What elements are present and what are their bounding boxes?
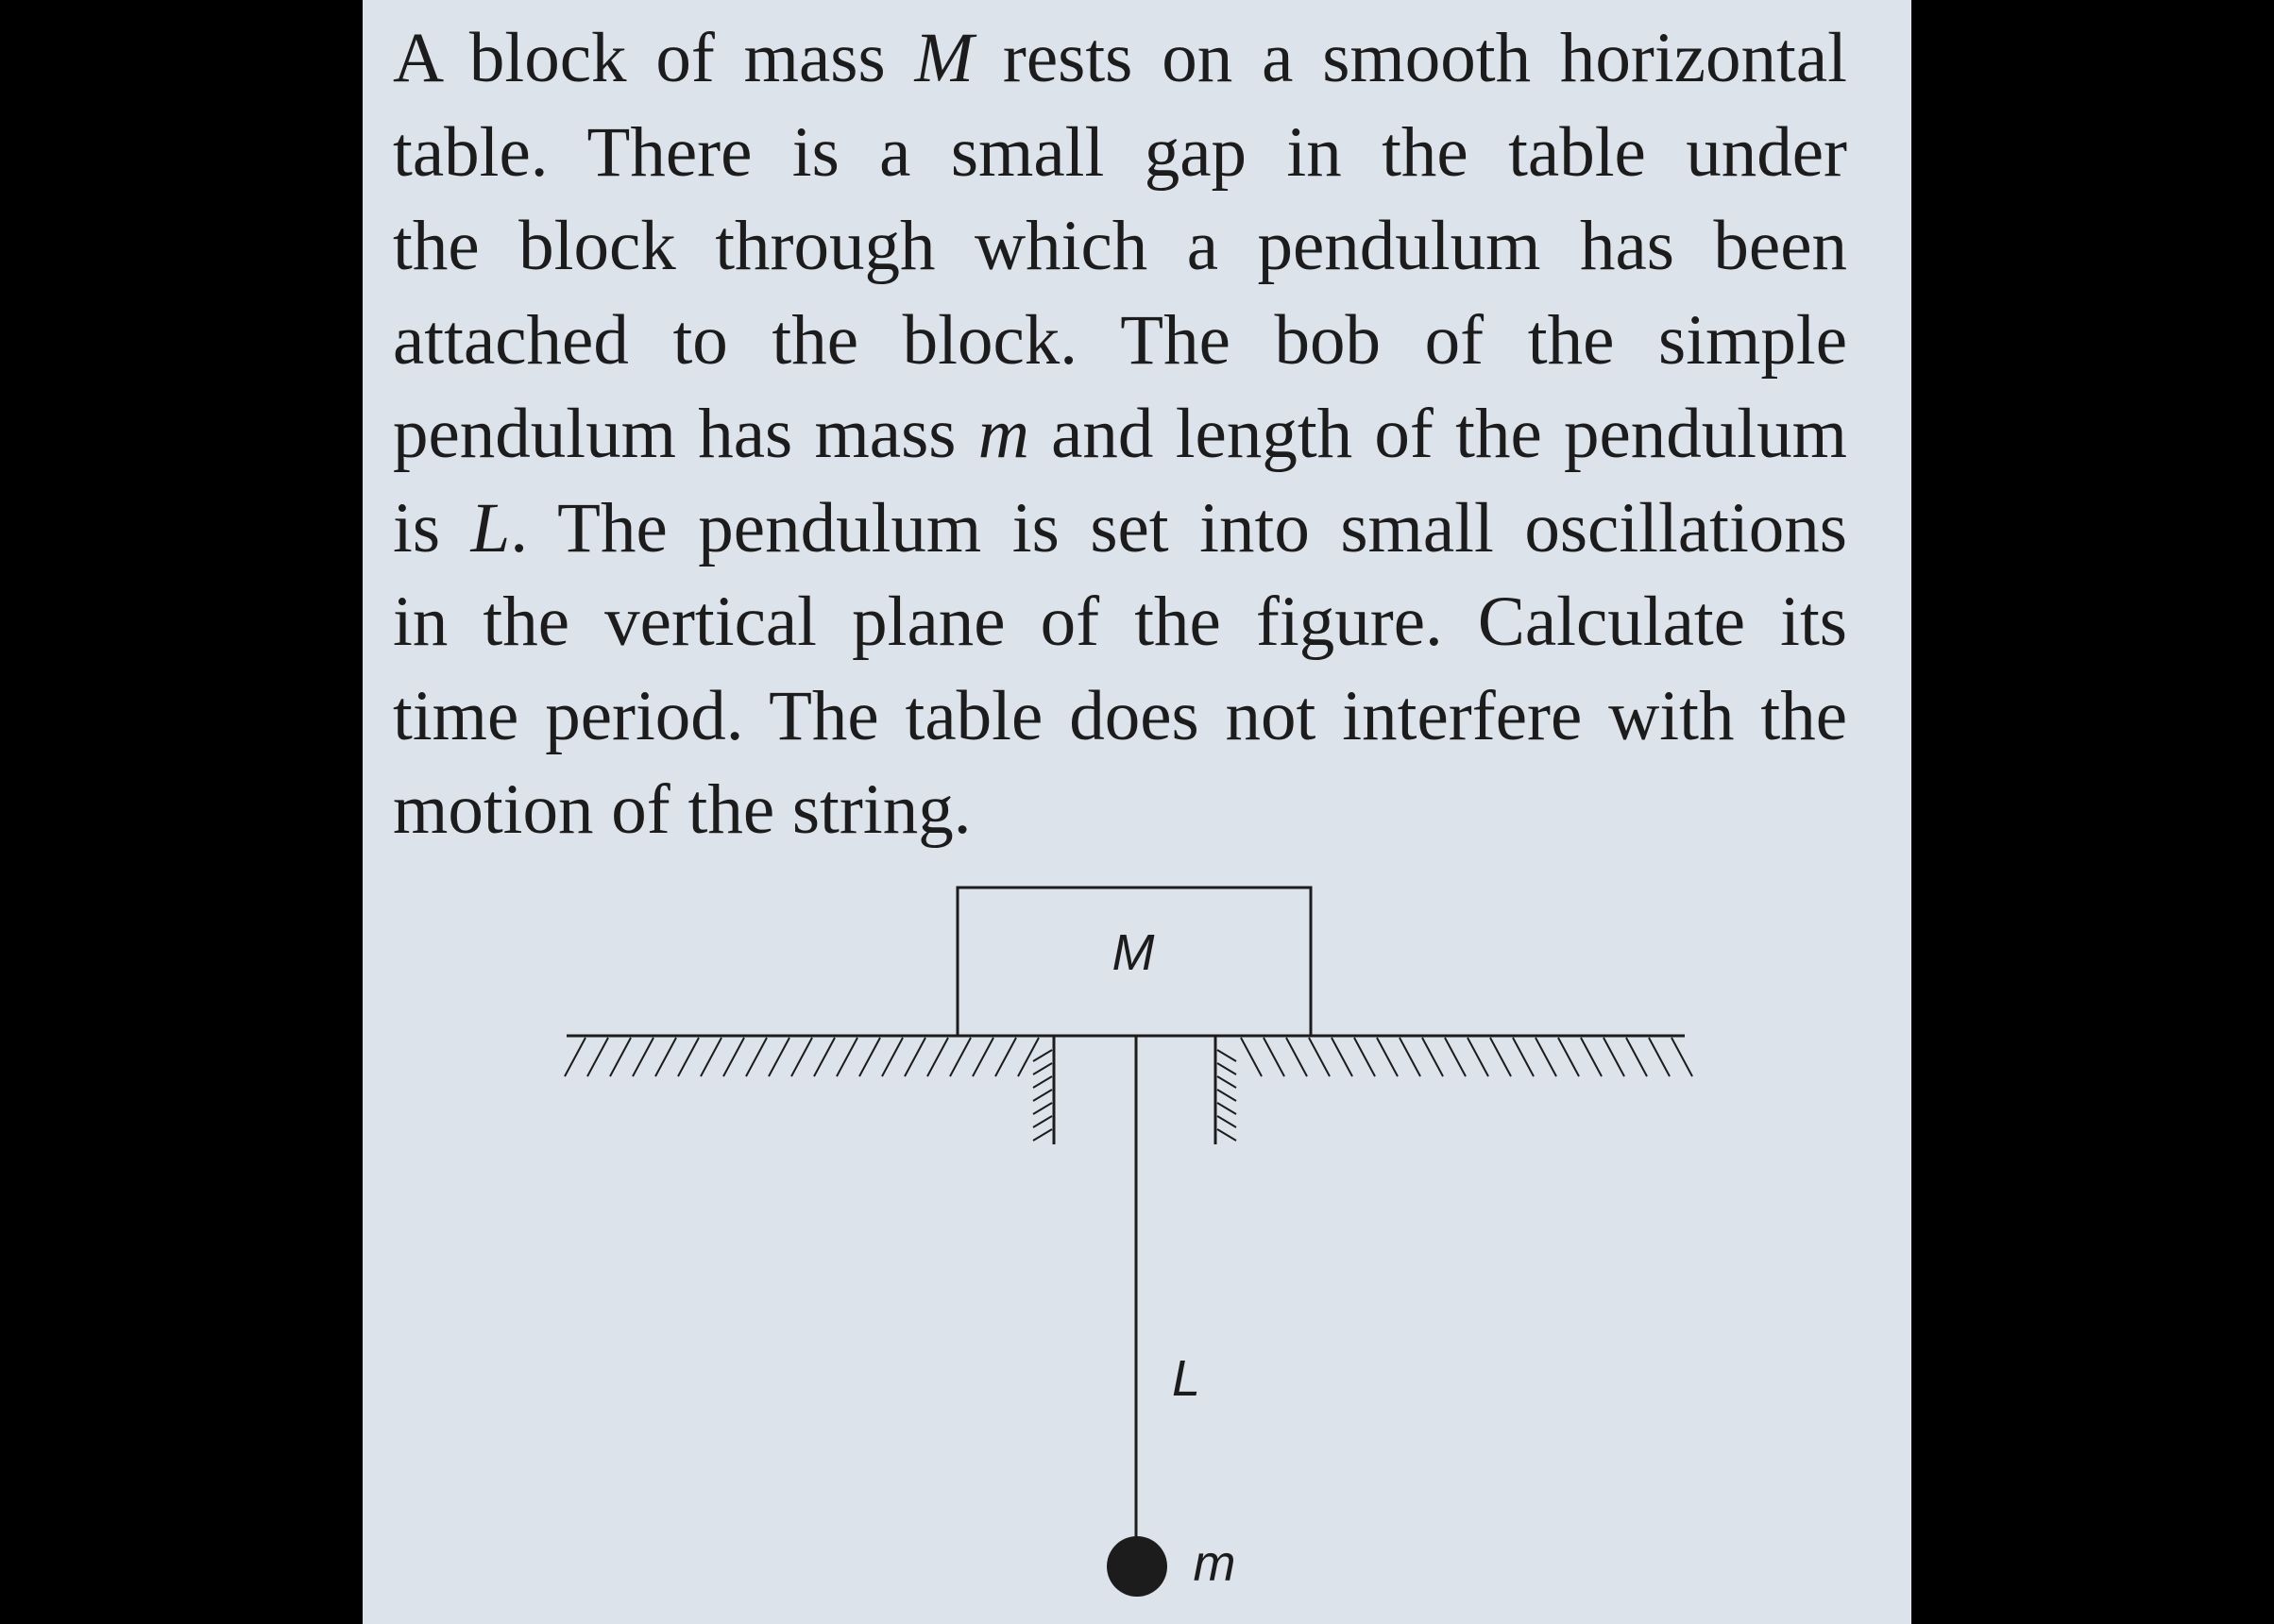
block-label: M bbox=[1112, 924, 1155, 981]
hatch-line bbox=[814, 1038, 835, 1076]
hatch-line bbox=[1217, 1090, 1236, 1101]
hatch-line bbox=[1217, 1063, 1236, 1074]
hatch-line bbox=[565, 1038, 585, 1076]
length-label: L bbox=[1171, 1350, 1201, 1407]
hatch-line bbox=[1422, 1038, 1443, 1076]
hatch-line bbox=[1033, 1076, 1052, 1088]
text-run: is bbox=[393, 488, 471, 567]
hatch-line bbox=[1033, 1050, 1052, 1061]
hatch-line bbox=[633, 1038, 653, 1076]
hatch-line bbox=[927, 1038, 948, 1076]
hatch-line bbox=[1033, 1063, 1052, 1074]
text-run: motion of the string. bbox=[393, 770, 972, 849]
hatch-line bbox=[791, 1038, 812, 1076]
hatch-line bbox=[1217, 1103, 1236, 1114]
hatch-line bbox=[837, 1038, 857, 1076]
hatch-line bbox=[746, 1038, 767, 1076]
hatch-line bbox=[882, 1038, 903, 1076]
hatch-line bbox=[1558, 1038, 1579, 1076]
text-run: rests on a smooth horizontal bbox=[974, 19, 1847, 97]
hatch-line bbox=[1604, 1038, 1624, 1076]
hatch-line bbox=[1468, 1038, 1488, 1076]
hatch-line bbox=[1332, 1038, 1352, 1076]
hatch-line bbox=[701, 1038, 721, 1076]
hatch-line bbox=[610, 1038, 631, 1076]
math-symbol: m bbox=[977, 395, 1029, 473]
pendulum-figure bbox=[363, 0, 1911, 1624]
hatch-line bbox=[1033, 1103, 1052, 1114]
hatch-line bbox=[769, 1038, 789, 1076]
text-run: and length of the pendulum bbox=[1028, 395, 1847, 473]
hatch-line bbox=[1490, 1038, 1511, 1076]
hatch-line bbox=[723, 1038, 744, 1076]
hatch-line bbox=[1445, 1038, 1466, 1076]
hatch-line bbox=[1217, 1050, 1236, 1061]
hatch-line bbox=[1018, 1038, 1039, 1076]
hatch-line bbox=[973, 1038, 993, 1076]
text-run: attached to the block. The bob of the simple bbox=[393, 300, 1847, 380]
hatch-line bbox=[1217, 1129, 1236, 1141]
hatch-line bbox=[1033, 1090, 1052, 1101]
hatch-line bbox=[655, 1038, 676, 1076]
hatch-line bbox=[1649, 1038, 1670, 1076]
hatch-line bbox=[859, 1038, 880, 1076]
hatch-line bbox=[995, 1038, 1016, 1076]
hatch-line bbox=[1536, 1038, 1556, 1076]
math-symbol: M bbox=[914, 19, 975, 97]
hatch-line bbox=[1217, 1116, 1236, 1127]
text-run: table. There is a small gap in the table under bbox=[393, 112, 1847, 192]
gap-hatching-right bbox=[1217, 1050, 1236, 1141]
hatch-line bbox=[1354, 1038, 1375, 1076]
hatch-line bbox=[1513, 1038, 1534, 1076]
hatch-line bbox=[1217, 1076, 1236, 1088]
text-run: in the vertical plane of the figure. Calculate its bbox=[393, 583, 1847, 661]
hatch-line bbox=[1033, 1116, 1052, 1127]
hatch-line bbox=[1264, 1038, 1284, 1076]
hatch-line bbox=[1626, 1038, 1647, 1076]
text-run: time period. The table does not interfere with the bbox=[393, 676, 1847, 755]
hatch-line bbox=[905, 1038, 925, 1076]
hatch-line bbox=[1286, 1038, 1307, 1076]
bob-label: m bbox=[1193, 1535, 1236, 1592]
hatch-line bbox=[587, 1038, 608, 1076]
table-hatching-left bbox=[565, 1038, 1039, 1076]
hatch-line bbox=[1033, 1129, 1052, 1141]
hatch-line bbox=[1309, 1038, 1330, 1076]
text-run: A block of mass bbox=[393, 19, 915, 97]
pendulum-bob bbox=[1107, 1536, 1167, 1597]
hatch-line bbox=[1377, 1038, 1398, 1076]
table-hatching-right bbox=[1241, 1038, 1692, 1076]
hatch-line bbox=[1672, 1038, 1692, 1076]
gap-hatching-left bbox=[1033, 1050, 1052, 1141]
problem-panel bbox=[363, 0, 1911, 1624]
hatch-line bbox=[1241, 1038, 1262, 1076]
hatch-line bbox=[678, 1038, 699, 1076]
text-run: pendulum has mass bbox=[393, 395, 978, 473]
hatch-line bbox=[1400, 1038, 1420, 1076]
text-run: the block through which a pendulum has been bbox=[393, 207, 1847, 285]
math-symbol: L bbox=[470, 488, 511, 567]
hatch-line bbox=[1581, 1038, 1602, 1076]
text-run: . The pendulum is set into small oscillations bbox=[510, 488, 1847, 567]
hatch-line bbox=[950, 1038, 971, 1076]
